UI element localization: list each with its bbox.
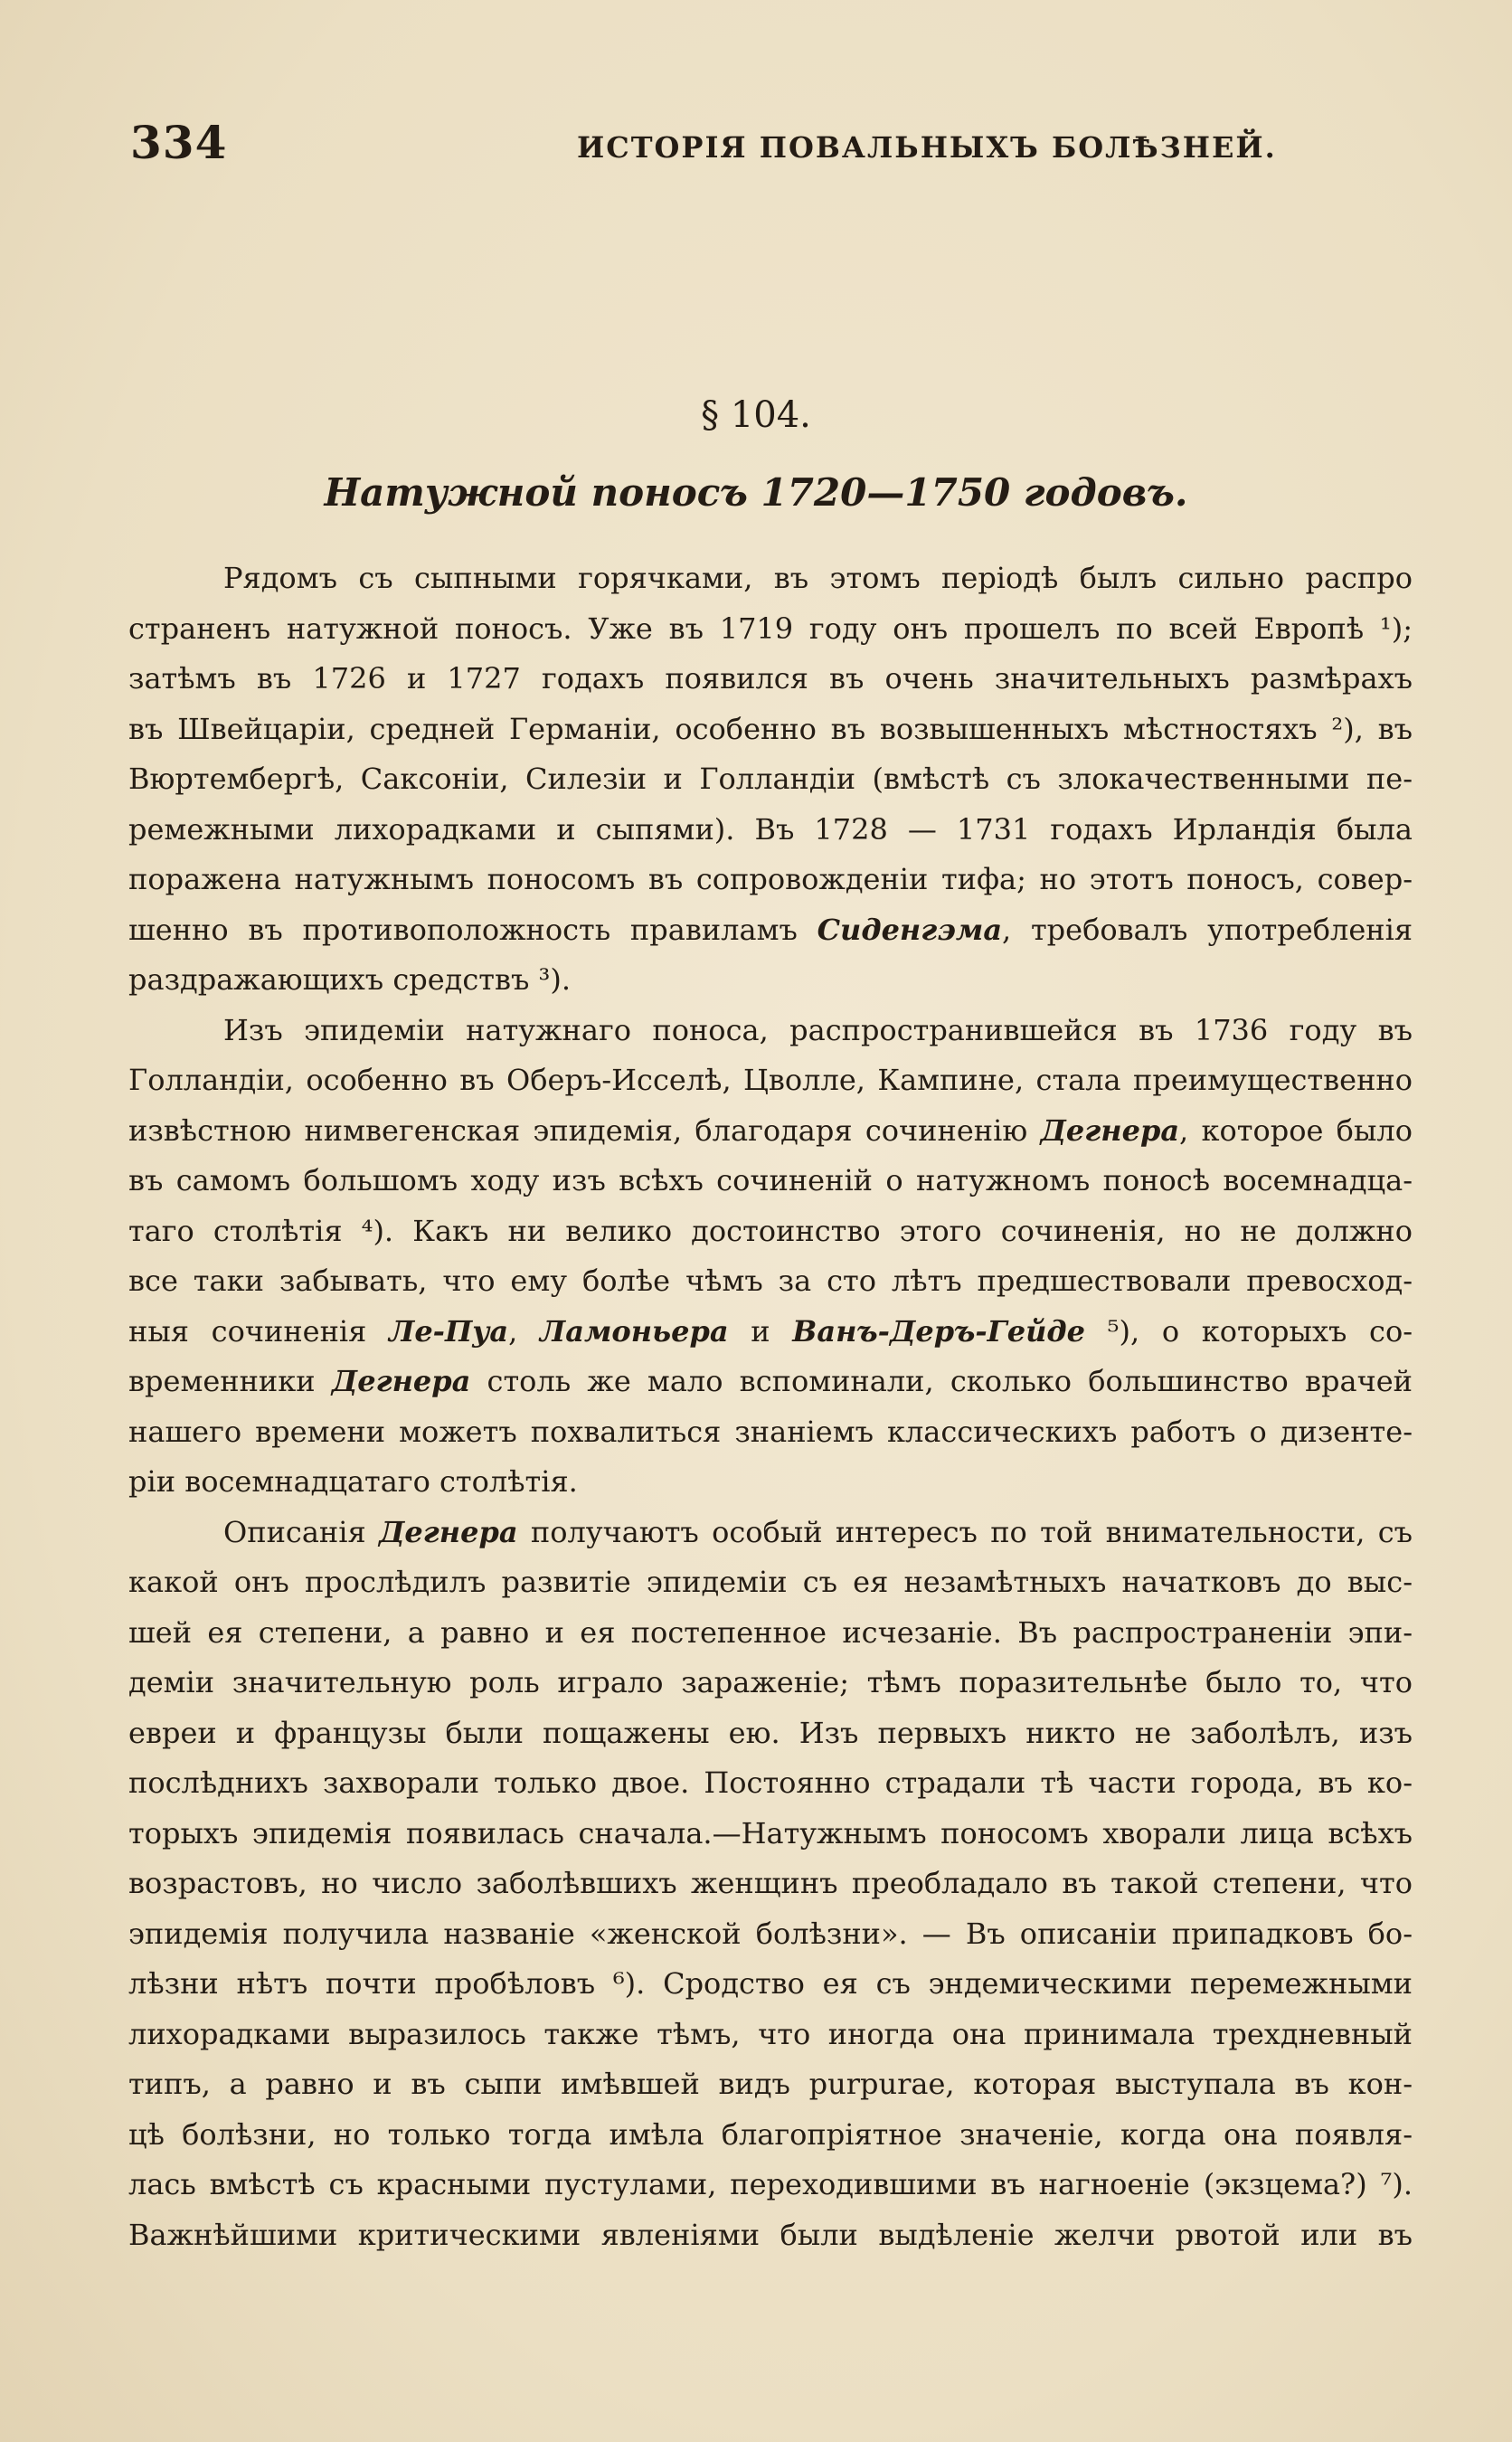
text-line: въ Швейцаріи, средней Германіи, особенно въ возвышенныхъ мѣстностяхъ ²), въ [128, 711, 1413, 746]
text-line: типъ, а равно и въ сыпи имѣвшей видъ purpurae, которая выступала въ кон- [128, 2067, 1413, 2101]
page-header [130, 116, 1414, 170]
text-line: ныя сочиненія Ле-Пуа, Ламоньера и Ванъ-Деръ-Гейде ⁵), о которыхъ со- [128, 1313, 1413, 1349]
text-line: эпидемія получила названіе «женской болѣзни». — Въ описаніи припадковъ бо- [128, 1916, 1413, 1951]
text-line: деміи значительную роль играло зараженіе; тѣмъ поразительнѣе было то, что [128, 1665, 1413, 1699]
author-name: Ламоньера [539, 1313, 729, 1349]
text-line: страненъ натужной поносъ. Уже въ 1719 году онъ прошелъ по всей Европѣ ¹); [128, 610, 1413, 646]
text-line: Рядомъ съ сыпными горячками, въ этомъ періодѣ былъ сильно распро [223, 561, 1413, 595]
text-line: раздражающихъ средствъ ³). [128, 962, 572, 997]
text-line: Изъ эпидеміи натужнаго поноса, распространившейся въ 1736 году въ [223, 1012, 1413, 1047]
text-line: въ самомъ большомъ ходу изъ всѣхъ сочиненій о натужномъ поносѣ восемнадца- [128, 1163, 1413, 1197]
text-line: нашего времени можетъ похвалиться знаніемъ классическихъ работъ о дизенте- [128, 1414, 1413, 1449]
text-line: временники Дегнера столь же мало вспоминали, сколько большинство врачей [128, 1364, 1413, 1398]
text-line: все таки забывать, что ему болѣе чѣмъ за сто лѣтъ предшествовали превосход- [128, 1264, 1413, 1298]
section-number: § 104. [701, 394, 811, 436]
author-name: Дегнера [331, 1364, 471, 1398]
body-text [128, 554, 1413, 2260]
text-line: ремежными лихорадками и сыпями). Въ 1728 — 1731 годахъ Ирландія была [128, 811, 1413, 847]
author-name: Ле-Пуа [389, 1313, 509, 1349]
text-line: лихорадками выразилось также тѣмъ, что иногда она принимала трехдневный [128, 2016, 1413, 2051]
text-line: лась вмѣстѣ съ красными пустулами, переходившими въ нагноеніе (экзцема?) ⁷). [128, 2167, 1413, 2201]
text-line: затѣмъ въ 1726 и 1727 годахъ появился въ очень значительныхъ размѣрахъ [128, 661, 1413, 696]
page-number: 334 [130, 116, 228, 169]
author-name: Сиденгэма [817, 912, 1003, 947]
text-line: евреи и французы были пощажены ею. Изъ первыхъ никто не заболѣлъ, изъ [128, 1715, 1413, 1750]
text-line: извѣстною нимвегенская эпидемія, благодаря сочиненію Дегнера, которое было [128, 1112, 1413, 1148]
text-line: шенно въ противоположность правиламъ Сиденгэма, требовалъ употребленія [128, 912, 1413, 947]
text-line: таго столѣтія ⁴). Какъ ни велико достоинство этого сочиненія, но не должно [128, 1213, 1413, 1248]
text-line: ріи восемнадцатаго столѣтія. [128, 1464, 578, 1499]
text-line: торыхъ эпидемія появилась сначала.—Натужнымъ поносомъ хворали лица всѣхъ [128, 1815, 1413, 1850]
text-line: Вюртембергѣ, Саксоніи, Силезіи и Голландіи (вмѣстѣ съ злокачественными пе- [128, 762, 1413, 796]
author-name: Дегнера [378, 1514, 518, 1549]
text-line: какой онъ прослѣдилъ развитіе эпидеміи съ ея незамѣтныхъ начатковъ до выс- [128, 1565, 1413, 1599]
text-line: поражена натужнымъ поносомъ въ сопровожденіи тифа; но этотъ поносъ, совер- [128, 862, 1413, 896]
text-line: Описанія Дегнера получаютъ особый интересъ по той внимательности, съ [223, 1514, 1413, 1549]
text-line: послѣднихъ захворали только двое. Постоянно страдали тѣ части города, въ ко- [128, 1765, 1413, 1800]
text-line: Важнѣйшими критическими явленіями были выдѣленіе желчи рвотой или въ [128, 2217, 1413, 2252]
author-name: Дегнера [1040, 1112, 1180, 1148]
text-line: Голландіи, особенно въ Оберъ-Исселѣ, Цволле, Кампине, стала преимущественно [128, 1063, 1413, 1097]
text-line: цѣ болѣзни, но только тогда имѣла благопріятное значеніе, когда она появля- [128, 2116, 1413, 2152]
author-name: Ванъ-Деръ-Гейде [792, 1313, 1085, 1349]
text-line: лѣзни нѣтъ почти пробѣловъ ⁶). Сродство ея съ эндемическими перемежными [128, 1966, 1413, 2001]
section-title: Натужной поносъ 1720—1750 годовъ. [324, 470, 1188, 515]
running-title: ИСТОРІЯ ПОВАЛЬНЫХЪ БОЛѢЗНЕЙ. [577, 130, 1277, 165]
text-line: возрастовъ, но число заболѣвшихъ женщинъ преобладало въ такой степени, что [128, 1866, 1413, 1900]
text-line: шей ея степени, а равно и ея постепенное исчезаніе. Въ распространеніи эпи- [128, 1614, 1413, 1650]
